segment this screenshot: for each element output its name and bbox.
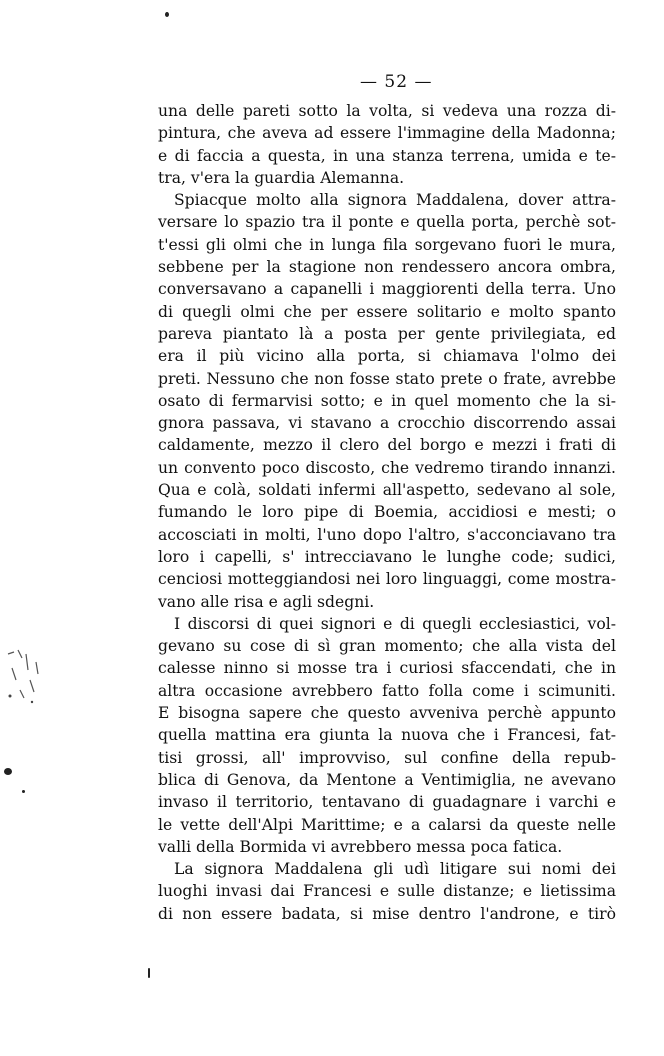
text-line: loro i capelli, s' intrecciavano le lunghe code; sudici, xyxy=(158,547,616,566)
text-line: era il più vicino alla porta, si chiamava l'olmo dei xyxy=(158,347,616,366)
text-line: valli della Bormida vi avrebbero messa poca fatica. xyxy=(158,837,563,856)
ink-speck-small-2 xyxy=(148,968,150,978)
text-line: preti. Nessuno che non fosse stato prete o frate, avrebbe xyxy=(158,369,616,388)
text-line: di quegli olmi che per essere solitario e molto spanto xyxy=(158,302,616,321)
text-line: blica di Genova, da Mentone a Ventimiglia, ne avevano xyxy=(158,770,616,789)
text-line: sebbene per la stagione non rendessero ancora ombra, xyxy=(158,258,616,277)
text-line: vano alle risa e agli sdegni. xyxy=(158,592,375,611)
text-line: cenciosi motteggiandosi nei loro linguaggi, come mostra- xyxy=(158,570,616,589)
text-line: e di faccia a questa, in una stanza terrena, umida e te- xyxy=(158,146,616,165)
text-line: tisi grossi, all' improvviso, sul confine della repub- xyxy=(158,748,616,767)
body-text xyxy=(158,100,616,925)
text-line: di non essere badata, si mise dentro l'androne, e tirò xyxy=(158,904,616,923)
text-line: pintura, che aveva ad essere l'immagine della Madonna; xyxy=(158,124,616,143)
margin-bleed-marks xyxy=(0,640,60,760)
page-number: — 52 — xyxy=(360,72,433,92)
ink-speck-top xyxy=(165,12,169,17)
text-line: osato di fermarvisi sotto; e in quel momento che la si- xyxy=(158,391,616,410)
text-line: invaso il territorio, tentavano di guadagnare i varchi e xyxy=(158,793,616,812)
text-line: tra, v'era la guardia Alemanna. xyxy=(158,168,405,187)
text-line: un convento poco discosto, che vedremo tirando innanzi. xyxy=(158,458,616,477)
text-line: Qua e colà, soldati infermi all'aspetto, sedevano al sole, xyxy=(158,481,616,500)
text-line: quella mattina era giunta la nuova che i Francesi, fat- xyxy=(158,726,616,745)
text-line: calesse ninno si mosse tra i curiosi sfaccendati, che in xyxy=(158,659,616,678)
text-line: gnora passava, vi stavano a crocchio discorrendo assai xyxy=(158,414,616,433)
text-line: pareva piantato là a posta per gente privilegiata, ed xyxy=(158,324,616,343)
text-line: altra occasione avrebbero fatto folla come i scimuniti. xyxy=(158,681,616,700)
text-line: gevano su cose di sì gran momento; che alla vista del xyxy=(158,637,616,656)
ink-speck-small-1 xyxy=(22,790,25,793)
text-line: luoghi invasi dai Francesi e sulle distanze; e lietissima xyxy=(158,882,616,901)
text-line: le vette dell'Alpi Marittime; e a calarsi da queste nelle xyxy=(158,815,616,834)
text-line: La signora Maddalena gli udì litigare sui nomi dei xyxy=(174,860,616,879)
text-line: fumando le loro pipe di Boemia, accidiosi e mesti; o xyxy=(158,503,616,522)
text-line: accosciati in molti, l'uno dopo l'altro, s'acconciavano tra xyxy=(158,525,616,544)
text-line: E bisogna sapere che questo avveniva perchè appunto xyxy=(158,704,616,723)
text-line: t'essi gli olmi che in lunga fila sorgevano fuori le mura, xyxy=(158,235,616,254)
text-line: caldamente, mezzo il clero del borgo e mezzi i frati di xyxy=(158,436,616,455)
text-line: una delle pareti sotto la volta, si vedeva una rozza di- xyxy=(158,102,616,120)
text-line: I discorsi di quei signori e di quegli ecclesiastici, vol- xyxy=(174,614,616,633)
text-line: versare lo spazio tra il ponte e quella porta, perchè sot- xyxy=(158,213,616,232)
text-line: Spiacque molto alla signora Maddalena, dover attra- xyxy=(174,191,616,210)
text-line: conversavano a capanelli i maggiorenti della terra. Uno xyxy=(158,280,616,299)
ink-speck-margin xyxy=(4,768,12,775)
